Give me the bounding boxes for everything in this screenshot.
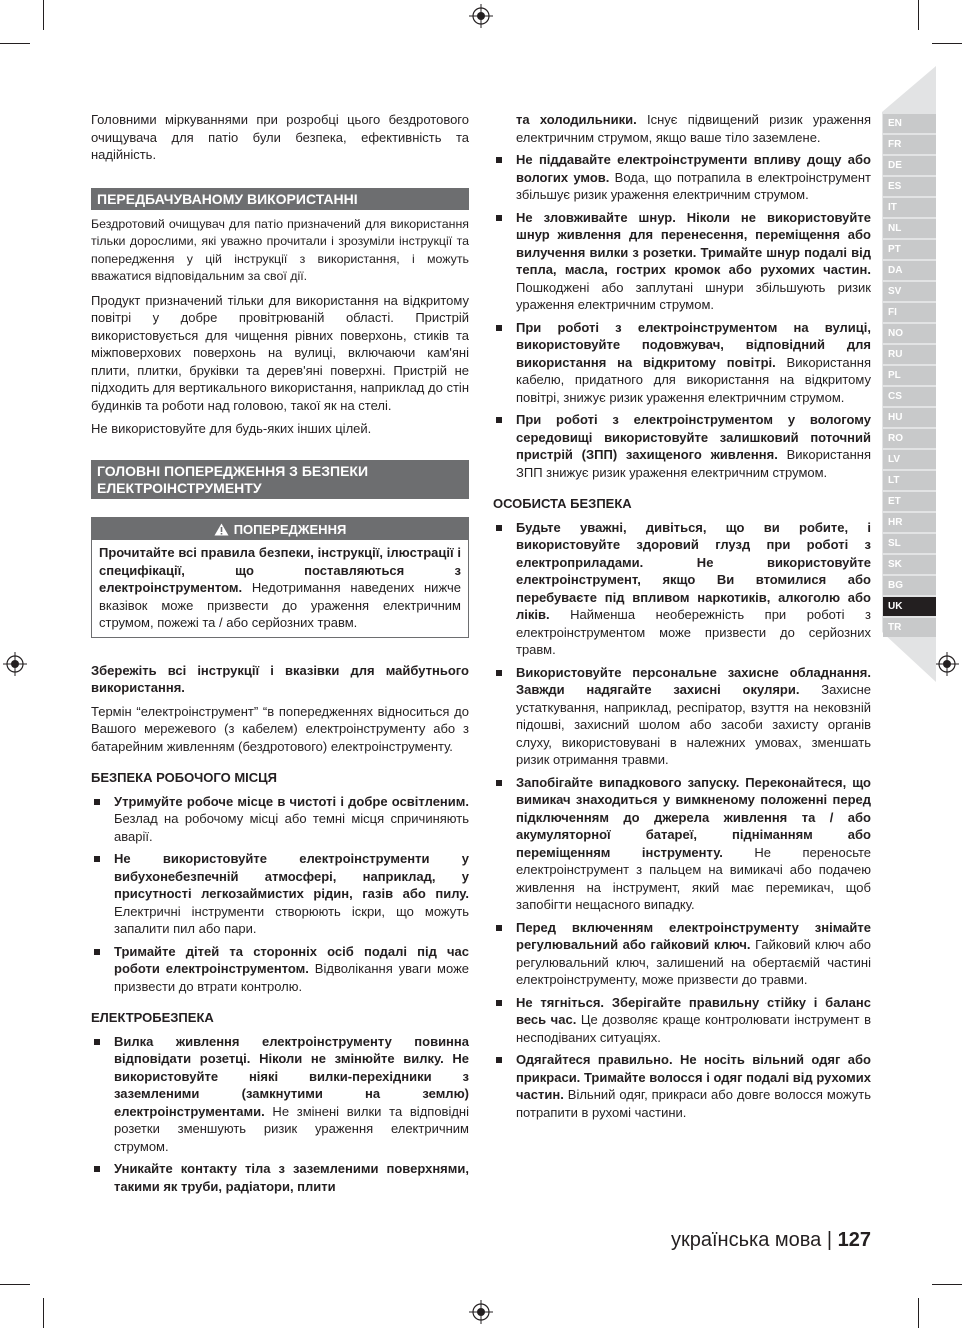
language-tab[interactable]: PL	[883, 366, 936, 385]
list-item: Не піддавайте електроінструменти впливу дощу або вологих умов. Вода, що потрапила в електроінструмент збільшує ризик ураження електричним струмом.	[493, 151, 871, 204]
registration-mark-icon	[469, 1300, 493, 1324]
page-number: 127	[837, 1229, 871, 1251]
intro-paragraph: Головними міркуваннями при розробці цього бездротового очищувача для патіо були безпека, ефективність та надійність.	[91, 112, 469, 162]
language-tab[interactable]: SL	[883, 534, 936, 553]
language-tab[interactable]: EN	[883, 114, 936, 133]
list-item: Вилка живлення електроінструменту повинна відповідати розетці. Ніколи не змінюйте вилку. Не використовуйте ніякі вилки-перехідники з заземленими (замкнутими на землю) електроінструментами. Не змінені вилки та відповідні розетки зменшують ризик ураження електричним струмом.	[91, 1033, 469, 1156]
language-tab[interactable]: LT	[883, 471, 936, 490]
section-header-intended-use: ПЕРЕДБАЧУВАНОМУ ВИКОРИСТАННІ	[91, 188, 469, 210]
warning-normal: Недотримання наведених нижче вказівок може призвести до ураження електричним струмом, пожежі та / або серйозних травм.	[99, 580, 461, 630]
list-item: Не зловживайте шнур. Ніколи не використовуйте шнур живлення для перенесення, переміщення або вилучення вилки з розетки. Тримайте шнур подалі від тепла, масла, гострих кромок або рухомих частин. Пошкоджені або заплутані шнури збільшують ризик ураження електричним струмом.	[493, 209, 871, 314]
page-footer	[671, 1229, 871, 1252]
language-tab[interactable]: NL	[883, 219, 936, 238]
language-tab[interactable]: FR	[883, 135, 936, 154]
list-item: Будьте уважні, дивіться, що ви робите, і використовуйте здоровий глузд при роботі з електроприладами. Не використовуйте електроінструмент, якщо Ви втомилися або перебуваєте під впливом наркотиків, алкоголю або ліків. Найменша необережність при роботі з електроінструментом може призвести до серйозних травм.	[493, 519, 871, 659]
language-tab[interactable]: SK	[883, 555, 936, 574]
save-instructions	[91, 662, 469, 697]
footer-language: українська мова	[671, 1229, 822, 1251]
list-item: При роботі з електроінструментом у вологому середовищі використовуйте залишковий поточний пристрій (ЗПП) захищеного живлення. Використання ЗПП знижує ризик ураження електричним струмом.	[493, 411, 871, 481]
crop-mark	[0, 43, 30, 44]
crop-mark	[918, 0, 919, 30]
crop-mark	[43, 1298, 44, 1328]
list-item: Утримуйте робоче місце в чистоті і добре освітленим. Безлад на робочому місці або темні місця спричиняють аварії.	[91, 793, 469, 846]
language-tab[interactable]: LV	[883, 450, 936, 469]
crop-mark	[932, 43, 962, 44]
language-tab[interactable]: ET	[883, 492, 936, 511]
footer-separator: |	[826, 1229, 833, 1251]
save-instructions-text: Збережіть всі інструкції і вказівки для майбутнього використання.	[91, 662, 469, 695]
section-header-line: ГОЛОВНІ ПОПЕРЕДЖЕННЯ З БЕЗПЕКИ	[97, 462, 369, 479]
list-item: та холодильники. Існує підвищений ризик ураження електричним струмом, якщо ваше тіло заземлене.	[516, 112, 871, 145]
list-item: Не тягніться. Зберігайте правильну стійку і баланс весь час. Це дозволяє краще контролювати інструмент в несподіваних ситуаціях.	[493, 994, 871, 1047]
warning-bold: Прочитайте всі правила безпеки, інструкції, ілюстрації і специфікації, що поставляються з електроінструментом.	[99, 545, 461, 595]
registration-mark-icon	[3, 652, 27, 676]
language-tab[interactable]: RO	[883, 429, 936, 448]
list-item: Одягайтеся правильно. Не носіть вільний одяг або прикраси. Тримайте волосся і одяг подалі від рухомих частин. Вільний одяг, прикраси або довге волосся можуть потрапити в рухомі частини.	[493, 1051, 871, 1121]
language-tab[interactable]: DE	[883, 156, 936, 175]
language-tab[interactable]: FI	[883, 303, 936, 322]
language-tab-active[interactable]: UK	[883, 597, 936, 616]
term-paragraph: Термін “електроінструмент” “в попередженнях відноситься до Вашого мережевого (з кабелем) електроінструменту або з батарейним живленням (бездротового) електроінструменту.	[91, 703, 469, 754]
language-tab[interactable]: TR	[883, 618, 936, 637]
registration-mark-icon	[469, 4, 493, 28]
language-tab[interactable]: SV	[883, 282, 936, 301]
language-tab[interactable]: HR	[883, 513, 936, 532]
electrical-list-continued	[493, 111, 871, 481]
electrical-list	[91, 1033, 469, 1196]
language-tab[interactable]: RU	[883, 345, 936, 364]
list-item: Не використовуйте електроінструменти у вибухонебезпечній атмосфері, наприклад, у присутності легкозаймистих рідин, газів або пилу. Електричні інструменти створюють іскри, що можуть запалити пил або пари.	[91, 850, 469, 938]
crop-mark	[918, 1298, 919, 1328]
warning-text	[99, 544, 461, 632]
warning-header	[92, 518, 468, 541]
paragraph: Не використовуйте для будь-яких інших цілей.	[91, 421, 372, 436]
list-item: Використовуйте персональне захисне обладнання. Завжди надягайте захисні окуляри. Захисне устаткування, наприклад, респіратор, взуття на нековзній підошві, захисний шолом або засоби захисту органів слуху, використовувані в належних умовах, зменшать ризик отримання травми.	[493, 664, 871, 769]
left-column	[91, 111, 469, 1200]
language-tab[interactable]: CS	[883, 387, 936, 406]
paragraph: Бездротовий очищувач для патіо призначений для використання тільки дорослими, які уважно прочитали і зрозуміли інструкції та попередження у цій інструкції з використання, і можуть вважатися відповідальним за свої дії.	[91, 216, 469, 283]
list-item: Уникайте контакту тіла з заземленими поверхнями, такими як труби, радіатори, плити	[91, 1160, 469, 1195]
subheading-electrical: ЕЛЕКТРОБЕЗПЕКА	[91, 1010, 214, 1025]
language-tab[interactable]: HU	[883, 408, 936, 427]
crop-mark	[932, 1284, 962, 1285]
language-tab[interactable]: ES	[883, 177, 936, 196]
language-tab[interactable]: IT	[883, 198, 936, 217]
language-tab[interactable]: NO	[883, 324, 936, 343]
subheading-personal: ОСОБИСТА БЕЗПЕКА	[493, 496, 632, 511]
crop-mark	[43, 0, 44, 30]
list-item: Тримайте дітей та сторонніх осіб подалі під час роботи електроінструментом. Відволікання уваги може призвести до втрати контролю.	[91, 943, 469, 996]
list-item: При роботі з електроінструментом на вулиці, використовуйте подовжувач, відповідний для використання на відкритому повітрі. Використання кабелю, придатного для використання на відкритому повітрі, знижує ризик ураження електричним струмом.	[493, 319, 871, 407]
warning-triangle-icon	[214, 523, 229, 536]
section-header-line: ЕЛЕКТРОІНСТРУМЕНТУ	[97, 479, 262, 496]
registration-mark-icon	[935, 652, 959, 676]
warning-title: ПОПЕРЕДЖЕННЯ	[233, 521, 347, 537]
warning-box	[91, 517, 469, 638]
warning-body	[92, 540, 468, 637]
language-tab[interactable]: BG	[883, 576, 936, 595]
list-item: Запобігайте випадкового запуску. Переконайтеся, що вимикач знаходиться у вимкненому положенні перед підключенням до джерела живлення та / або акумуляторної батареї, підніманням або переміщенням інструменту. Не переносьте електроінструмент з пальцем на вимикачі або подачею живлення на інструмент, який має перемикач, щоб запобігти нещасного випадку.	[493, 774, 871, 914]
paragraph: Продукт призначений тільки для використання на відкритому повітрі у добре провітрюваній області. Пристрій використовується для чищення рівних поверхонь, стиків та міжповерхових поверхонь на вулиці, включаючи кам'яні плити, плитки, бруківки та дерев'яні поверхні. Пристрій не підходить для вертикального використання, наприклад до стін будинків та роботи над головою, такої як на стелі.	[91, 292, 469, 413]
personal-list	[493, 519, 871, 1122]
work-area-list	[91, 793, 469, 996]
list-item: Перед включенням електроінструменту знімайте регулювальний або гайковий ключ. Гайковий ключ або регулювальний ключ, залишений на обертаємій частині електроінструменту, може призвести до травми.	[493, 919, 871, 989]
right-column	[493, 111, 871, 1126]
subheading-work-area: БЕЗПЕКА РОБОЧОГО МІСЦЯ	[91, 770, 278, 785]
language-tab[interactable]: PT	[883, 240, 936, 259]
section-header-safety	[91, 460, 469, 499]
crop-mark	[0, 1284, 30, 1285]
language-tab[interactable]: DA	[883, 261, 936, 280]
